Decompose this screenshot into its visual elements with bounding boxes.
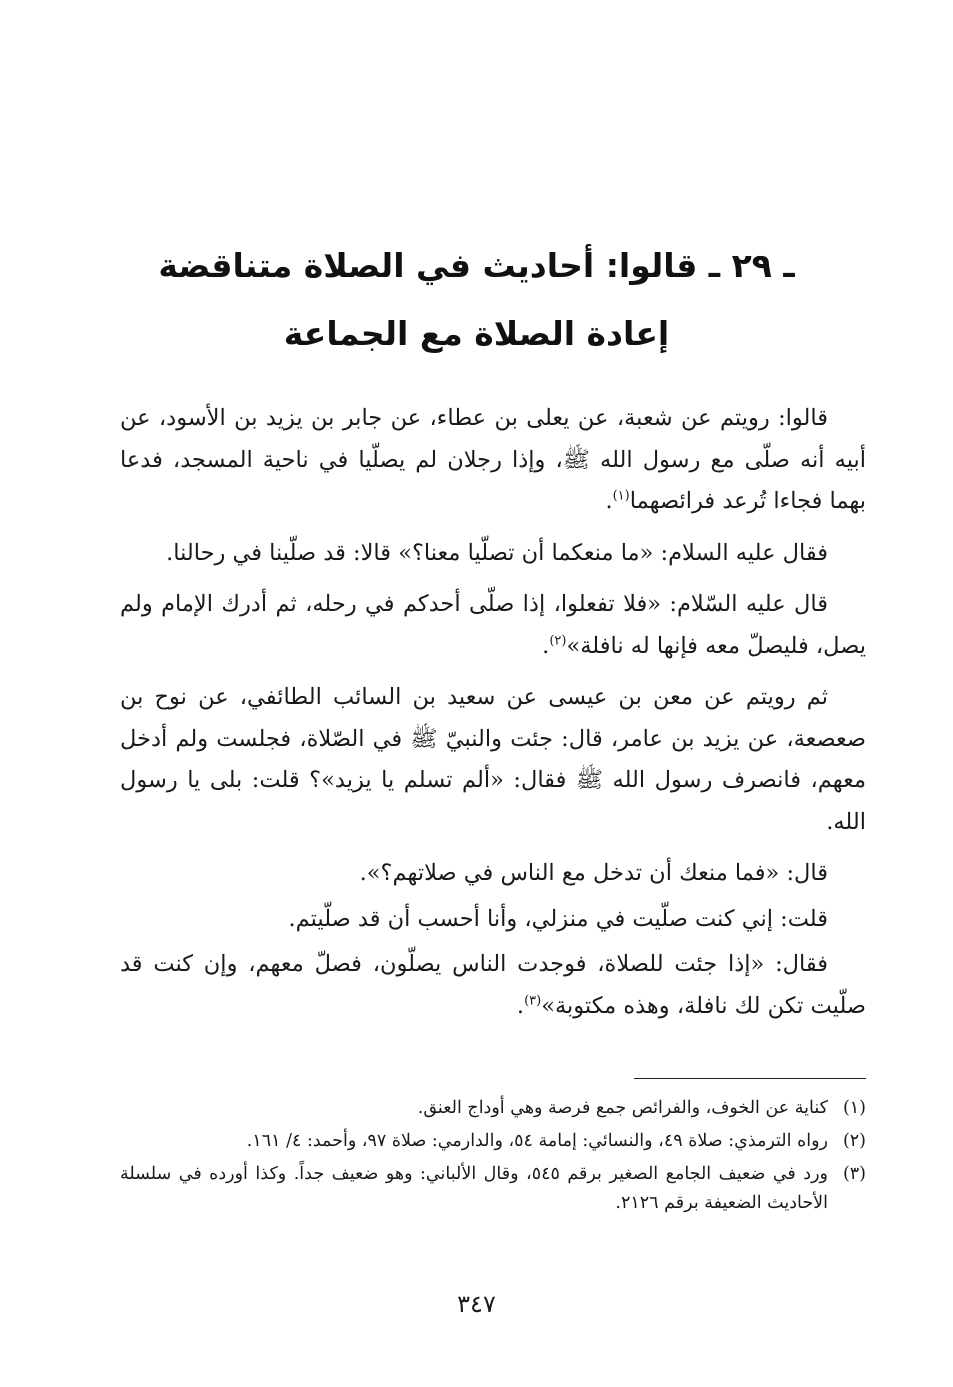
footnote-number: (٢) — [842, 1131, 866, 1151]
footnotes — [120, 1094, 866, 1222]
footnote-marker: (٢) — [549, 633, 567, 648]
paragraph: فقال عليه السلام: «ما منعكما أن تصلّيا معنا؟» قالا: قد صلّينا في رحالنا. — [166, 539, 828, 566]
footnote — [120, 1094, 866, 1123]
paragraph: فقال: «إذا جئت للصلاة، فوجدت الناس يصلّون، فصلّ معهم، وإن كنت قد صلّيت تكن لك نافلة، وهذه مكتوبة»$^{(٣)}$. — [120, 951, 866, 1019]
chapter-subtitle: إعادة الصلاة مع الجماعة — [283, 314, 670, 353]
footnote-text: كناية عن الخوف، والفرائص جمع فرصة وهي أوداج العنق. — [417, 1098, 828, 1118]
footnote-divider — [634, 1078, 866, 1079]
paragraph: قال: «فما منعك أن تدخل مع الناس في صلاتهم؟». — [359, 860, 828, 886]
footnote — [120, 1127, 866, 1156]
paragraph: ثم رويتم عن معن بن عيسى عن سعيد بن السائب الطائفي، عن نوح بن صعصعة، عن يزيد بن عامر، قال: جئت والنبيّ ﷺ في الصّلاة، فجلست ولم أدخل معهم، فانصرف رسول الله ﷺ فقال: «ألم تسلم يا يزيد»؟ قلت: بلى يا رسول الله. — [120, 684, 866, 835]
paragraph: قالوا: رويتم عن شعبة، عن يعلى بن عطاء، عن جابر بن يزيد بن الأسود، عن أبيه أنه صلّى مع رسول الله ﷺ، وإذا رجلان لم يصلّيا في ناحية المسجد، فدعا بهما فجاءا تُرعد فرائصهما$^{(١)}$. — [120, 405, 866, 514]
footnote — [120, 1160, 866, 1218]
footnote-marker: (١) — [612, 488, 630, 504]
main-text — [120, 398, 866, 1037]
paragraph: قلت: إني كنت صلّيت في منزلي، وأنا أحسب أن قد صلّيتم. — [288, 905, 828, 932]
footnote-text: رواه الترمذي: صلاة ٤٩، والنسائي: إمامة ٥٤، والدارمي: صلاة ٩٧، وأحمد: ٤/ ١٦١. — [246, 1131, 828, 1151]
footnote-number: (١) — [842, 1098, 866, 1118]
paragraph: قال عليه السّلام: «فلا تفعلوا، إذا صلّى أحدكم في رحله، ثم أدرك الإمام ولم يصل، فليصلّ معه فإنها له نافلة»$^{(٢)}$. — [120, 591, 866, 659]
chapter-heading — [120, 232, 833, 368]
footnote-number: (٣) — [842, 1164, 866, 1184]
page-number: ٣٤٧ — [457, 1290, 496, 1318]
footnote-text: ورد في ضعيف الجامع الصغير برقم ٥٤٥، وقال الألباني: وهو ضعيف جداً. وكذا أورده في سلسلة الأحاديث الضعيفة برقم ٢١٢٦. — [120, 1164, 828, 1213]
chapter-title: ـ ٢٩ ـ قالوا: أحاديث في الصلاة متناقضة — [158, 246, 795, 285]
footnote-marker: (٣) — [524, 993, 542, 1008]
